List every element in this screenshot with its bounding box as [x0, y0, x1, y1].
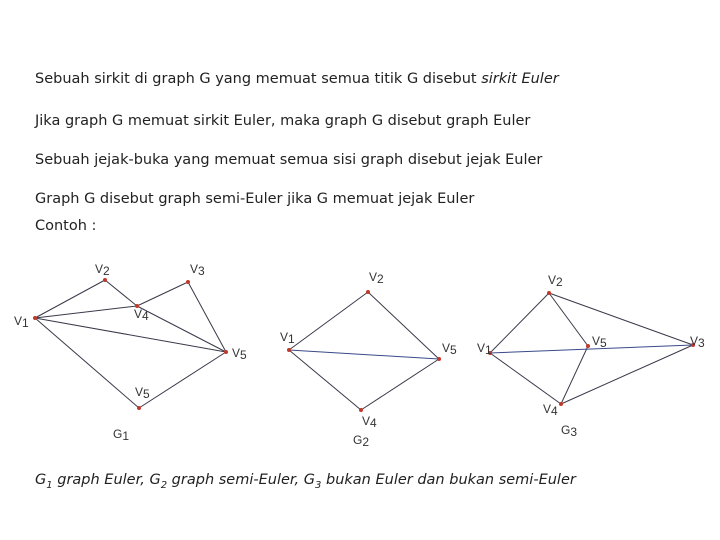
- edge: [105, 280, 137, 306]
- vertex-label: V5: [232, 346, 247, 362]
- edge: [137, 282, 188, 306]
- vertex-label: V1: [14, 314, 29, 330]
- vertex-label: V3: [690, 334, 705, 350]
- vertex-label: V2: [369, 270, 384, 286]
- vertex: [366, 290, 370, 294]
- definition-graph-euler: Jika graph G memuat sirkit Euler, maka graph G disebut graph Euler: [35, 113, 531, 129]
- edge: [561, 346, 588, 404]
- edge: [35, 318, 226, 352]
- graph-g3: [477, 273, 705, 439]
- vertex: [559, 402, 563, 406]
- edge: [137, 306, 226, 352]
- vertex-label: V5: [135, 385, 150, 401]
- vertex-label: V5: [592, 334, 607, 350]
- edge: [361, 359, 439, 410]
- graph-label: G2: [353, 433, 370, 449]
- definition-semi-euler: Graph G disebut graph semi-Euler jika G memuat jejak Euler: [35, 191, 475, 207]
- edge: [289, 350, 361, 410]
- vertex-label: V2: [548, 273, 563, 289]
- vertex: [103, 278, 107, 282]
- edge: [35, 280, 105, 318]
- contoh-label: Contoh :: [35, 218, 97, 234]
- vertex: [137, 406, 141, 410]
- vertex-label: V1: [477, 341, 492, 357]
- graph-g2: [280, 270, 457, 449]
- vertex: [437, 357, 441, 361]
- definition-text: Sebuah sirkit di graph G yang memuat semua titik G disebut: [35, 71, 482, 87]
- vertex: [547, 291, 551, 295]
- edge: [35, 306, 137, 318]
- vertex: [359, 408, 363, 412]
- edge: [490, 293, 549, 353]
- edge: [289, 350, 439, 359]
- edge: [289, 292, 368, 350]
- vertex-label: V4: [362, 414, 377, 430]
- edge: [549, 293, 588, 346]
- vertex: [33, 316, 37, 320]
- vertex-label: V5: [442, 341, 457, 357]
- vertex: [586, 344, 590, 348]
- edge: [368, 292, 439, 359]
- vertex-label: V4: [543, 402, 558, 418]
- vertex: [224, 350, 228, 354]
- edge: [139, 352, 226, 408]
- vertex-label: V4: [134, 307, 149, 323]
- graph-g1: [14, 262, 247, 443]
- figure-caption: $G_1$ graph Euler, $G_2$ graph semi-Euler, $G_3$ bukan Euler dan bukan semi-Euler: [35, 472, 576, 491]
- graph-label: G3: [561, 423, 578, 439]
- vertex-label: V3: [190, 262, 205, 278]
- graph-label: G1: [113, 427, 130, 443]
- edge: [561, 345, 693, 404]
- edge: [490, 353, 561, 404]
- edge: [549, 293, 693, 345]
- edge: [188, 282, 226, 352]
- vertex: [186, 280, 190, 284]
- term-sirkit-euler: sirkit Euler: [481, 71, 559, 87]
- vertex-label: V2: [95, 262, 110, 278]
- edge: [35, 318, 139, 408]
- definition-jejak-euler: Sebuah jejak-buka yang memuat semua sisi graph disebut jejak Euler: [35, 152, 543, 168]
- vertex-label: V1: [280, 330, 295, 346]
- vertex: [287, 348, 291, 352]
